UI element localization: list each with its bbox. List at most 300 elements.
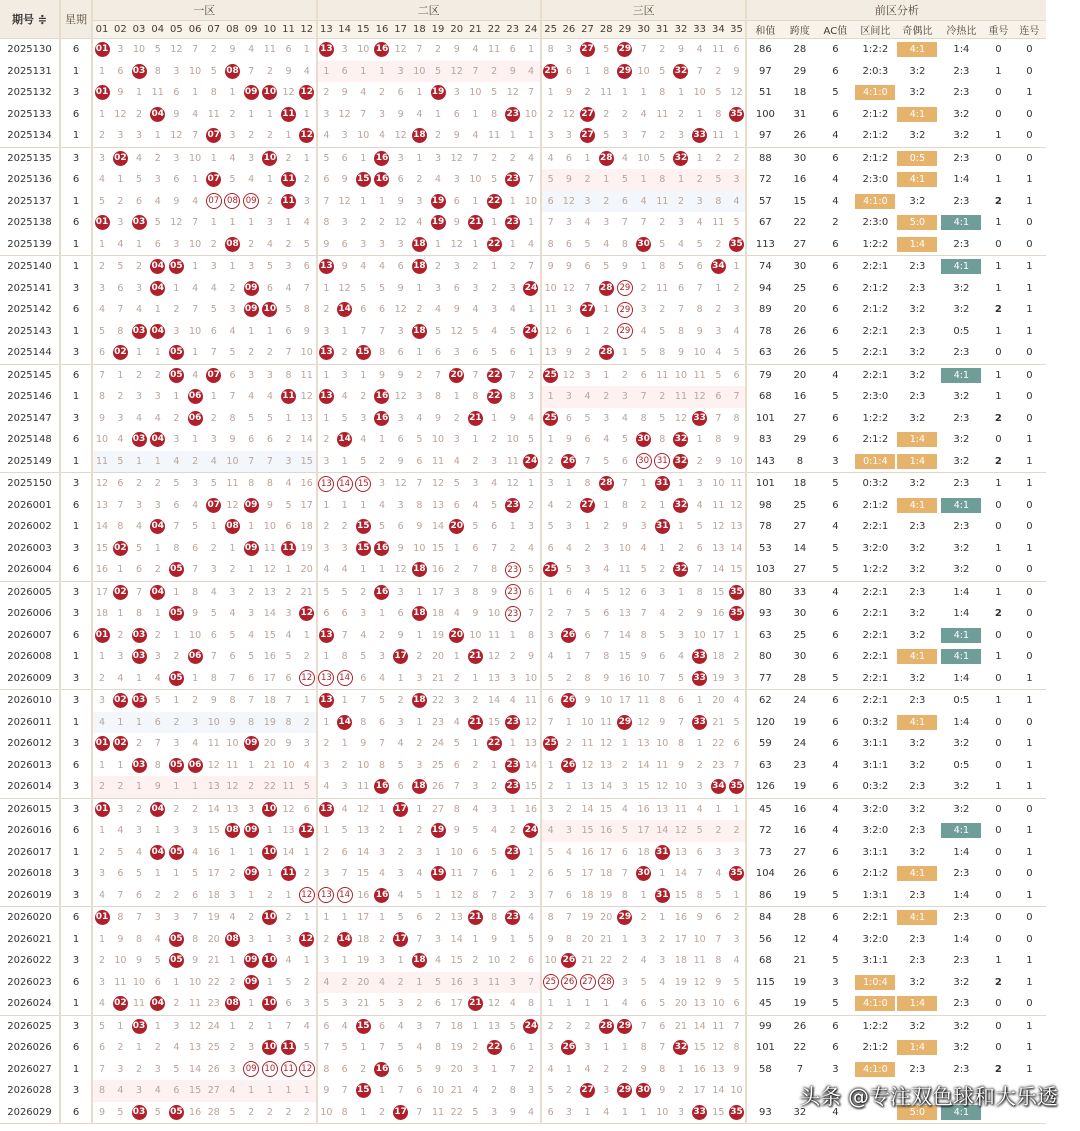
ball-cell [148, 321, 167, 343]
draw-row[interactable] [0, 907, 1046, 929]
miss-count-cell: 7 [527, 174, 534, 186]
drawn-ball: 11 [281, 107, 296, 122]
draw-row[interactable] [0, 798, 1046, 820]
miss-count-cell: 6 [341, 846, 348, 858]
ball-cell [373, 776, 392, 798]
draw-row[interactable] [0, 386, 1046, 408]
ball-cell [167, 559, 186, 581]
zone-ratio-cell: 2:2:1 [862, 586, 889, 598]
miss-count-cell: 11 [674, 803, 688, 815]
odd-even-cell: 2:3 [896, 776, 938, 798]
span-cell: 27 [793, 846, 807, 858]
miss-count-cell: 2 [154, 629, 161, 641]
draw-row[interactable] [0, 733, 1046, 755]
sum-cell: 83 [746, 429, 783, 451]
period-cell: 2025145 [7, 369, 52, 381]
draw-row[interactable] [0, 125, 1046, 147]
miss-count-cell: 13 [712, 542, 725, 554]
miss-count-cell: 1 [472, 933, 479, 945]
draw-row[interactable] [0, 929, 1046, 951]
draw-row[interactable] [0, 39, 1046, 61]
miss-count-cell: 2 [509, 825, 516, 837]
drawn-ball: 23 [505, 107, 520, 122]
miss-count-cell: 6 [360, 304, 367, 316]
miss-count-cell: 1 [317, 646, 336, 668]
drawn-ball: 23 [505, 215, 520, 230]
ball-cell [354, 473, 373, 495]
miss-count-cell: 14 [488, 695, 501, 707]
span-cell: 16 [793, 803, 807, 815]
ball-cell [242, 733, 261, 755]
miss-count-cell: 3 [584, 1042, 591, 1054]
miss-count-cell: 1 [397, 825, 404, 837]
draw-row[interactable] [0, 1059, 1046, 1081]
miss-count-cell: 3 [173, 65, 180, 77]
miss-count-cell: 1 [584, 152, 591, 164]
miss-count-cell: 3 [154, 174, 161, 186]
miss-count-cell: 1 [522, 125, 541, 147]
span-cell: 19 [783, 993, 816, 1015]
miss-count-cell: 2 [111, 776, 130, 798]
miss-count-cell: 13 [690, 993, 709, 1015]
draw-row[interactable] [0, 690, 1046, 712]
period-cell: 2026006 [7, 608, 52, 620]
miss-count-cell: 2 [565, 1020, 572, 1032]
miss-count-cell: 10 [693, 87, 706, 99]
miss-count-cell: 9 [117, 933, 124, 945]
repeat-cell: 2 [984, 451, 1012, 473]
odd-even-cell: 2:3 [909, 325, 926, 337]
miss-count-cell: 2 [653, 386, 672, 408]
miss-count-cell: 11 [151, 87, 164, 99]
hot-cold-cell: 2:3 [953, 412, 970, 424]
drawn-ball: 10 [262, 845, 277, 860]
drawn-ball: 09 [243, 1061, 259, 1077]
span-cell: 19 [793, 716, 807, 728]
draw-row[interactable] [0, 668, 1046, 690]
ac-cell: 5 [816, 885, 854, 907]
ball-cell [503, 559, 522, 581]
repeat-cell: 0 [995, 152, 1002, 164]
miss-count-cell: 17 [674, 933, 688, 945]
miss-count-cell: 2 [335, 972, 354, 994]
consecutive-cell: 0 [1026, 108, 1033, 120]
consecutive-cell: 1 [1012, 668, 1046, 690]
ball-cell [690, 408, 709, 430]
drawn-ball: 32 [673, 151, 688, 166]
miss-count-cell: 8 [335, 1102, 354, 1124]
miss-count-cell: 2 [360, 391, 367, 403]
miss-count-cell: 1 [391, 668, 410, 690]
draw-row[interactable] [0, 625, 1046, 647]
miss-count-cell: 17 [600, 846, 613, 858]
miss-count-cell: 1 [266, 976, 273, 988]
draw-row[interactable] [0, 581, 1046, 603]
miss-count-cell: 10 [114, 955, 127, 967]
miss-count-cell: 5 [285, 651, 292, 663]
draw-row[interactable] [0, 234, 1046, 256]
miss-count-cell: 4 [472, 1085, 479, 1097]
miss-count-cell: 9 [565, 261, 572, 273]
weekday-cell: 6 [60, 212, 92, 234]
miss-count-cell: 3 [616, 776, 635, 798]
draw-row[interactable] [0, 299, 1046, 321]
draw-row[interactable] [0, 1015, 1046, 1037]
draw-row[interactable] [0, 603, 1046, 625]
drawn-ball: 29 [617, 1083, 632, 1098]
miss-count-cell: 6 [397, 87, 404, 99]
miss-count-cell: 3 [317, 538, 336, 560]
miss-count-cell: 11 [226, 759, 239, 771]
drawn-ball: 35 [729, 779, 744, 794]
ratio-badge: 4:1:0 [855, 194, 895, 209]
drawn-ball: 27 [580, 498, 595, 513]
miss-count-cell: 1 [317, 278, 336, 300]
miss-count-cell: 5 [154, 955, 161, 967]
drawn-ball: 15 [356, 519, 371, 534]
miss-count-cell: 1 [229, 542, 236, 554]
miss-count-cell: 14 [189, 1063, 202, 1075]
draw-row[interactable] [0, 712, 1046, 734]
ball-cell [261, 1037, 280, 1059]
zone-ratio-cell: 1:2:2 [854, 559, 896, 581]
miss-count-cell: 3 [453, 586, 460, 598]
draw-row[interactable] [0, 820, 1046, 842]
ball-cell [354, 516, 373, 538]
miss-count-cell: 4 [416, 868, 423, 880]
miss-count-cell: 7 [242, 451, 261, 473]
miss-count-cell: 6 [527, 955, 534, 967]
miss-count-cell: 1 [154, 542, 161, 554]
miss-count-cell: 10 [431, 434, 445, 446]
draw-row[interactable] [0, 495, 1046, 517]
miss-count-cell: 7 [111, 885, 130, 907]
draw-row[interactable] [0, 169, 1046, 191]
ball-cell [503, 907, 522, 929]
miss-count-cell: 12 [357, 803, 370, 815]
draw-row[interactable] [0, 842, 1046, 864]
miss-count-cell: 9 [709, 451, 728, 473]
repeat-cell: 1 [995, 695, 1002, 707]
miss-count-cell: 9 [491, 586, 498, 598]
miss-count-cell: 3 [397, 586, 404, 598]
miss-count-cell: 8 [373, 342, 392, 364]
period-cell: 2026008 [7, 651, 52, 663]
draw-row[interactable] [0, 61, 1046, 83]
miss-count-cell: 6 [584, 629, 591, 641]
miss-count-cell: 1 [527, 304, 534, 316]
miss-count-cell: 11 [712, 1020, 725, 1032]
number-header: 14 [335, 21, 354, 39]
ball-cell [317, 798, 336, 820]
miss-count-cell: 3 [453, 434, 460, 446]
watermark: 头条 @专注双色球和大乐透 [799, 1085, 1058, 1109]
miss-count-cell: 7 [117, 499, 124, 511]
miss-count-cell: 12 [712, 521, 725, 533]
drawn-ball: 13 [319, 628, 334, 643]
analysis-col-header: 奇偶比 [896, 21, 938, 39]
miss-count-cell: 7 [378, 1042, 385, 1054]
miss-count-cell: 9 [397, 282, 404, 294]
miss-count-cell: 1 [696, 108, 703, 120]
miss-count-cell: 9 [285, 65, 292, 77]
miss-count-cell: 2 [621, 108, 628, 120]
miss-count-cell: 13 [431, 499, 445, 511]
miss-count-cell: 5 [690, 234, 709, 256]
miss-count-cell: 1 [117, 1020, 124, 1032]
miss-count-cell: 9 [397, 195, 404, 207]
zone-ratio-cell [854, 1059, 896, 1081]
miss-count-cell: 11 [186, 993, 205, 1015]
miss-count-cell: 4 [317, 559, 336, 581]
miss-count-cell: 8 [509, 391, 516, 403]
draw-row[interactable] [0, 429, 1046, 451]
draw-row[interactable] [0, 538, 1046, 560]
period-header[interactable]: 期号 ≑ [0, 0, 60, 39]
odd-even-cell [896, 104, 938, 126]
drawn-ball: 18 [412, 259, 427, 274]
drawn-ball: 19 [431, 194, 446, 209]
miss-count-cell: 2 [341, 521, 348, 533]
draw-row[interactable] [0, 212, 1046, 234]
miss-count-cell: 7 [136, 586, 143, 598]
miss-count-cell: 4 [266, 391, 273, 403]
draw-row[interactable] [0, 1037, 1046, 1059]
miss-count-cell: 1 [173, 586, 180, 598]
drawn-ball: 27 [580, 1083, 595, 1098]
miss-count-cell: 2 [560, 668, 579, 690]
miss-count-cell: 1 [378, 608, 385, 620]
draw-row[interactable] [0, 408, 1046, 430]
miss-count-cell: 10 [674, 369, 688, 381]
miss-count-cell: 2 [491, 434, 498, 446]
miss-count-cell: 1 [354, 559, 373, 581]
miss-count-cell: 1 [522, 342, 541, 364]
drawn-ball: 22 [487, 736, 502, 751]
odd-even-cell: 3:2 [909, 803, 926, 815]
drawn-ball: 24 [523, 281, 538, 296]
odd-even-cell [896, 212, 938, 234]
draw-row[interactable] [0, 885, 1046, 907]
odd-even-cell [896, 429, 938, 451]
miss-count-cell: 7 [466, 559, 485, 581]
hot-cold-cell: 3:2 [953, 304, 970, 316]
miss-count-cell: 4 [317, 776, 336, 798]
miss-count-cell: 20 [600, 912, 613, 924]
miss-count-cell: 7 [317, 191, 336, 213]
miss-count-cell: 4 [248, 391, 255, 403]
ball-cell [130, 429, 149, 451]
weekday-cell: 1 [60, 516, 92, 538]
miss-count-cell: 9 [136, 955, 143, 967]
miss-count-cell: 18 [712, 651, 725, 663]
drawn-ball: 29 [617, 302, 633, 318]
ball-cell [373, 147, 392, 169]
weekday-cell: 3 [60, 342, 92, 364]
drawn-ball: 27 [580, 107, 595, 122]
ball-cell [466, 212, 485, 234]
ball-cell [672, 1037, 691, 1059]
miss-count-cell: 23 [712, 759, 725, 771]
ball-cell [130, 625, 149, 647]
draw-row[interactable] [0, 342, 1046, 364]
hot-cold-cell: 2:3 [938, 234, 984, 256]
miss-count-cell: 12 [92, 473, 111, 495]
ac-cell: 6 [832, 912, 839, 924]
miss-count-cell: 4 [248, 629, 255, 641]
miss-count-cell: 2 [210, 44, 217, 56]
miss-count-cell: 9 [341, 174, 348, 186]
period-cell: 2026026 [7, 1042, 52, 1054]
miss-count-cell: 1 [354, 1102, 373, 1124]
ball-cell [485, 1037, 504, 1059]
ball-cell [522, 1015, 541, 1037]
odd-even-cell [896, 993, 938, 1015]
miss-count-cell: 10 [431, 1085, 445, 1097]
miss-count-cell: 7 [248, 695, 255, 707]
draw-row[interactable] [0, 104, 1046, 126]
draw-row[interactable] [0, 972, 1046, 994]
weekday-cell: 1 [60, 929, 92, 951]
draw-row[interactable] [0, 364, 1046, 386]
miss-count-cell: 1 [472, 434, 479, 446]
miss-count-cell: 9 [341, 261, 348, 273]
repeat-cell: 1 [995, 217, 1002, 229]
drawn-ball: 16 [374, 42, 389, 57]
ball-cell [186, 646, 205, 668]
miss-count-cell: 1 [584, 325, 591, 337]
miss-count-cell: 7 [173, 521, 180, 533]
draw-row[interactable] [0, 646, 1046, 668]
ball-cell [391, 798, 410, 820]
miss-count-cell: 8 [204, 668, 223, 690]
miss-count-cell: 5 [154, 695, 161, 707]
draw-row[interactable] [0, 191, 1046, 213]
miss-count-cell: 5 [733, 716, 740, 728]
draw-row[interactable] [0, 516, 1046, 538]
drawn-ball: 29 [617, 64, 632, 79]
miss-count-cell: 1 [341, 912, 348, 924]
miss-count-cell: 3 [485, 451, 504, 473]
drawn-ball: 15 [356, 1019, 371, 1034]
draw-row[interactable] [0, 321, 1046, 343]
miss-count-cell: 6 [154, 976, 161, 988]
draw-row[interactable] [0, 755, 1046, 777]
draw-row[interactable] [0, 278, 1046, 300]
draw-row[interactable] [0, 863, 1046, 885]
draw-row[interactable] [0, 147, 1046, 169]
header-row-numbers [0, 21, 1046, 39]
draw-row[interactable] [0, 473, 1046, 495]
miss-count-cell: 1 [279, 885, 298, 907]
draw-row[interactable] [0, 559, 1046, 581]
miss-count-cell: 10 [132, 44, 146, 56]
drawn-ball: 17 [393, 649, 408, 664]
draw-row[interactable] [0, 256, 1046, 278]
period-cell: 2026009 [0, 668, 60, 690]
ball-cell [410, 321, 429, 343]
miss-count-cell: 5 [429, 972, 448, 994]
miss-count-cell: 3 [391, 993, 410, 1015]
miss-count-cell: 1 [130, 451, 149, 473]
ball-cell [92, 625, 111, 647]
draw-row[interactable] [0, 451, 1046, 473]
miss-count-cell: 4 [472, 304, 479, 316]
miss-count-cell: 1 [111, 559, 130, 581]
miss-count-cell: 2 [491, 1085, 498, 1097]
miss-count-cell: 1 [248, 846, 255, 858]
miss-count-cell: 7 [715, 412, 722, 424]
miss-count-cell: 3 [397, 412, 404, 424]
zone-ratio-cell: 1:2:2 [862, 412, 889, 424]
drawn-ball: 03 [132, 758, 147, 773]
miss-count-cell: 27 [431, 803, 445, 815]
miss-count-cell: 5 [509, 325, 516, 337]
odd-even-cell: 3:2 [909, 846, 926, 858]
miss-count-cell: 1 [117, 174, 124, 186]
miss-count-cell: 1 [111, 712, 130, 734]
span-cell: 26 [783, 125, 816, 147]
sum-cell: 101 [746, 473, 783, 495]
repeat-cell: 0 [995, 738, 1002, 750]
miss-count-cell: 3 [728, 169, 747, 191]
ratio-badge: 1:4 [897, 996, 937, 1011]
consecutive-cell: 0 [1026, 391, 1033, 403]
drawn-ball: 13 [319, 693, 334, 708]
miss-count-cell: 6 [640, 586, 647, 598]
consecutive-cell: 0 [1026, 44, 1033, 56]
miss-count-cell: 10 [618, 542, 631, 554]
miss-count-cell: 5 [435, 325, 442, 337]
miss-count-cell: 4 [527, 152, 534, 164]
ball-cell [354, 169, 373, 191]
miss-count-cell: 5 [491, 499, 498, 511]
miss-count-cell: 4 [303, 1020, 310, 1032]
drawn-ball: 27 [580, 42, 595, 57]
miss-count-cell: 2 [317, 82, 336, 104]
miss-count-cell: 14 [263, 608, 276, 620]
draw-row[interactable] [0, 993, 1046, 1015]
miss-count-cell: 15 [693, 1042, 706, 1054]
miss-count-cell: 11 [503, 451, 522, 473]
miss-count-cell: 9 [453, 304, 460, 316]
miss-count-cell: 7 [541, 712, 560, 734]
miss-count-cell: 3 [154, 912, 161, 924]
ac-cell: 4 [816, 125, 854, 147]
ball-cell [410, 776, 429, 798]
miss-count-cell: 5 [416, 434, 423, 446]
drawn-ball: 05 [169, 932, 184, 947]
draw-row[interactable] [0, 82, 1046, 104]
miss-count-cell: 2 [148, 885, 167, 907]
ball-cell [279, 386, 298, 408]
miss-count-cell: 6 [92, 1037, 111, 1059]
miss-count-cell: 1 [472, 738, 479, 750]
draw-row[interactable] [0, 776, 1046, 798]
miss-count-cell: 3 [285, 261, 292, 273]
miss-count-cell: 2 [491, 152, 498, 164]
ball-cell [391, 1102, 410, 1124]
draw-row[interactable] [0, 950, 1046, 972]
miss-count-cell: 1 [242, 1080, 261, 1102]
drawn-ball: 21 [468, 649, 483, 664]
miss-count-cell: 12 [207, 759, 220, 771]
header-row-zones [0, 0, 1046, 21]
miss-count-cell: 1 [248, 521, 255, 533]
miss-count-cell: 1 [192, 87, 199, 99]
miss-count-cell: 2 [360, 1063, 367, 1075]
ball-cell [261, 798, 280, 820]
